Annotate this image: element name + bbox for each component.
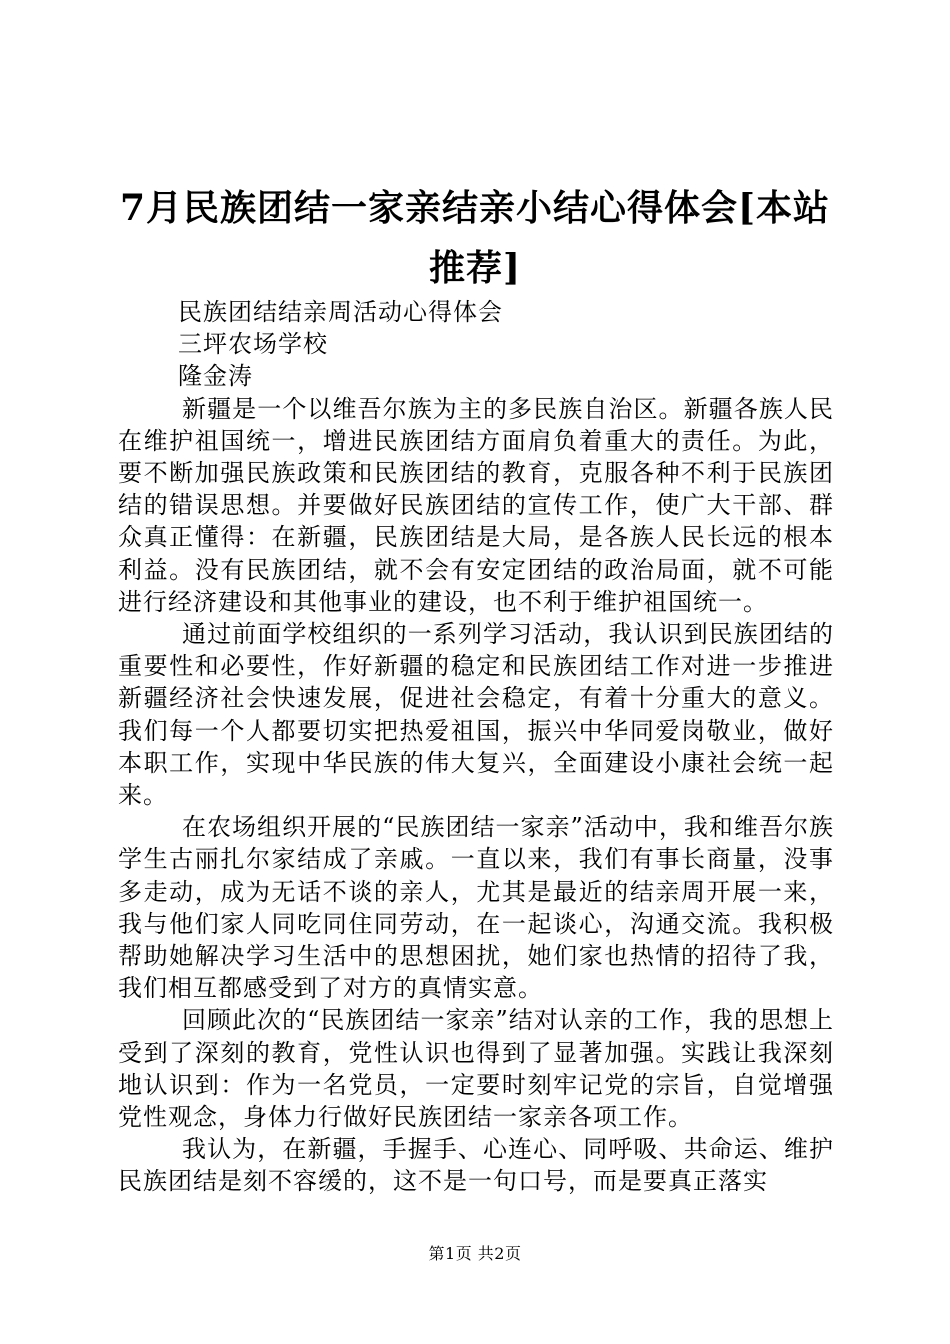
paragraph-3: 在农场组织开展的“民族团结一家亲”活动中，我和维吾尔族学生古丽扎尔家结成了亲戚。一直以来，我们有事长商量，没事多走动，成为无话不谈的亲人，尤其是最近的结亲周开展一来，我与他们家人同吃同住同劳动，在一起谈心，沟通交流。我积极帮助她解决学习生活中的思想困扰，她们家也热情的招待了我，我们相互都感受到了对方的真情实意。 bbox=[118, 813, 834, 1003]
document-subtitle: 民族团结结亲周活动心得体会 bbox=[178, 298, 503, 326]
document-title bbox=[118, 178, 832, 298]
document-school: 三坪农场学校 bbox=[178, 330, 328, 359]
paragraph-1: 新疆是一个以维吾尔族为主的多民族自治区。新疆各族人民在维护祖国统一，增进民族团结方面肩负着重大的责任。为此，要不断加强民族政策和民族团结的教育，克服各种不利于民族团结的错误思想。并要做好民族团结的宣传工作，使广大干部、群众真正懂得：在新疆，民族团结是大局，是各族人民长远的根本利益。没有民族团结，就不会有安定团结的政治局面，就不可能进行经济建设和其他事业的建设，也不利于维护祖国统一。 bbox=[118, 394, 834, 616]
paragraph-5: 我认为，在新疆，手握手、心连心、同呼吸、共命运、维护民族团结是刻不容缓的，这不是一句口号，而是要真正落实 bbox=[118, 1135, 834, 1196]
title-line-1: 7月民族团结一家亲结亲小结心得体会[本站 bbox=[119, 187, 831, 229]
page-footer: 第1页 共2页 bbox=[428, 1244, 522, 1263]
paragraph-4: 回顾此次的“民族团结一家亲”结对认亲的工作，我的思想上受到了深刻的教育，党性认识也得到了显著加强。实践让我深刻地认识到：作为一名党员，一定要时刻牢记党的宗旨，自觉增强党性观念，身体力行做好民族团结一家亲各项工作。 bbox=[118, 1006, 834, 1132]
title-line-2: 推荐] bbox=[428, 247, 522, 289]
document-author: 隆金涛 bbox=[178, 362, 253, 391]
document-body bbox=[118, 296, 834, 1198]
paragraph-2: 通过前面学校组织的一系列学习活动，我认识到民族团结的重要性和必要性，作好新疆的稳定和民族团结工作对进一步推进新疆经济社会快速发展，促进社会稳定，有着十分重大的意义。我们每一个人都要切实把热爱祖国，振兴中华同爱岗敬业，做好本职工作，实现中华民族的伟大复兴，全面建设小康社会统一起来。 bbox=[118, 620, 834, 810]
